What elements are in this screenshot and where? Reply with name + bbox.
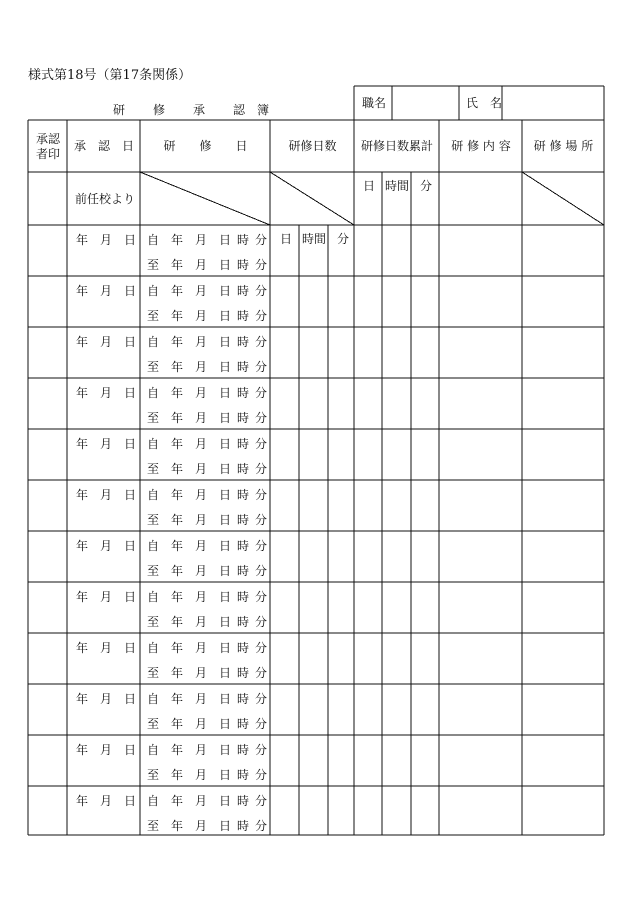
to-month-label: 月	[195, 462, 208, 476]
from-month-label: 月	[195, 743, 208, 757]
header-cumulative-days: 研修日数累計	[360, 139, 433, 153]
from-hour-label: 時	[237, 437, 250, 451]
from-year-label: 年	[171, 692, 184, 706]
from-day-label: 日	[219, 488, 232, 502]
header-approver-seal	[29, 121, 67, 172]
approval-month-label: 月	[100, 284, 113, 298]
to-hour-label: 時	[237, 564, 250, 578]
to-hour-label: 時	[237, 258, 250, 272]
approval-year-label: 年	[76, 539, 89, 553]
from-hour-label: 時	[237, 335, 250, 349]
title-char: 認	[233, 103, 246, 117]
approval-month-label: 月	[100, 539, 113, 553]
to-month-label: 月	[195, 309, 208, 323]
approval-day-label: 日	[124, 386, 137, 400]
from-hour-label: 時	[237, 233, 250, 247]
from-label: 自	[147, 641, 160, 655]
to-year-label: 年	[171, 717, 184, 731]
title-char: 研	[113, 103, 126, 117]
to-day-label: 日	[219, 360, 232, 374]
from-day-label: 日	[219, 539, 232, 553]
to-minute-label: 分	[255, 768, 268, 782]
from-month-label: 月	[195, 539, 208, 553]
name-field[interactable]	[503, 87, 603, 119]
approval-year-label: 年	[76, 386, 89, 400]
from-hour-label: 時	[237, 692, 250, 706]
to-day-label: 日	[219, 309, 232, 323]
approval-day-label: 日	[124, 284, 137, 298]
to-day-label: 日	[219, 615, 232, 629]
from-minute-label: 分	[255, 335, 268, 349]
approval-day-label: 日	[124, 335, 137, 349]
to-month-label: 月	[195, 717, 208, 731]
from-hour-label: 時	[237, 539, 250, 553]
to-hour-label: 時	[237, 615, 250, 629]
from-label: 自	[147, 284, 160, 298]
approval-month-label: 月	[100, 794, 113, 808]
to-label: 至	[147, 666, 160, 680]
from-year-label: 年	[171, 386, 184, 400]
approval-month-label: 月	[100, 692, 113, 706]
approval-month-label: 月	[100, 590, 113, 604]
job-title-field[interactable]	[393, 87, 458, 119]
from-minute-label: 分	[255, 692, 268, 706]
to-label: 至	[147, 258, 160, 272]
from-year-label: 年	[171, 233, 184, 247]
to-hour-label: 時	[237, 411, 250, 425]
from-label: 自	[147, 437, 160, 451]
from-month-label: 月	[195, 794, 208, 808]
approval-day-label: 日	[124, 743, 137, 757]
to-label: 至	[147, 564, 160, 578]
to-label: 至	[147, 615, 160, 629]
to-label: 至	[147, 411, 160, 425]
header-approval-date: 承 認 日	[73, 139, 134, 153]
approval-month-label: 月	[100, 641, 113, 655]
from-label: 自	[147, 335, 160, 349]
approval-year-label: 年	[76, 590, 89, 604]
name-label: 氏 名	[466, 96, 503, 110]
to-year-label: 年	[171, 666, 184, 680]
to-year-label: 年	[171, 513, 184, 527]
from-year-label: 年	[171, 590, 184, 604]
cumulative-minute-unit: 分	[420, 179, 433, 193]
approval-day-label: 日	[124, 539, 137, 553]
from-label: 自	[147, 539, 160, 553]
to-minute-label: 分	[255, 513, 268, 527]
from-label: 自	[147, 692, 160, 706]
title-char: 簿	[257, 103, 270, 117]
to-hour-label: 時	[237, 513, 250, 527]
approval-day-label: 日	[124, 590, 137, 604]
to-day-label: 日	[219, 258, 232, 272]
from-month-label: 月	[195, 386, 208, 400]
to-label: 至	[147, 513, 160, 527]
approval-year-label: 年	[76, 692, 89, 706]
approval-month-label: 月	[100, 386, 113, 400]
to-month-label: 月	[195, 819, 208, 833]
to-year-label: 年	[171, 462, 184, 476]
from-year-label: 年	[171, 539, 184, 553]
from-year-label: 年	[171, 284, 184, 298]
from-year-label: 年	[171, 641, 184, 655]
training-day-unit: 日	[280, 232, 293, 246]
from-year-label: 年	[171, 743, 184, 757]
approval-day-label: 日	[124, 641, 137, 655]
from-year-label: 年	[171, 488, 184, 502]
from-hour-label: 時	[237, 386, 250, 400]
to-label: 至	[147, 717, 160, 731]
header-training-location: 研 修 場 所	[533, 139, 594, 153]
from-label: 自	[147, 386, 160, 400]
to-minute-label: 分	[255, 615, 268, 629]
to-minute-label: 分	[255, 462, 268, 476]
to-month-label: 月	[195, 615, 208, 629]
header-training-days: 研修日数	[288, 139, 337, 153]
approval-year-label: 年	[76, 284, 89, 298]
to-hour-label: 時	[237, 462, 250, 476]
to-label: 至	[147, 768, 160, 782]
from-minute-label: 分	[255, 233, 268, 247]
approval-year-label: 年	[76, 641, 89, 655]
from-year-label: 年	[171, 437, 184, 451]
to-month-label: 月	[195, 666, 208, 680]
to-year-label: 年	[171, 411, 184, 425]
to-month-label: 月	[195, 564, 208, 578]
to-minute-label: 分	[255, 258, 268, 272]
from-month-label: 月	[195, 284, 208, 298]
to-label: 至	[147, 462, 160, 476]
approval-year-label: 年	[76, 488, 89, 502]
to-day-label: 日	[219, 666, 232, 680]
approval-year-label: 年	[76, 794, 89, 808]
from-minute-label: 分	[255, 539, 268, 553]
from-hour-label: 時	[237, 590, 250, 604]
from-minute-label: 分	[255, 794, 268, 808]
from-day-label: 日	[219, 233, 232, 247]
from-month-label: 月	[195, 335, 208, 349]
to-day-label: 日	[219, 462, 232, 476]
to-label: 至	[147, 309, 160, 323]
from-minute-label: 分	[255, 284, 268, 298]
to-year-label: 年	[171, 768, 184, 782]
from-hour-label: 時	[237, 284, 250, 298]
training-minute-unit: 分	[337, 232, 350, 246]
from-hour-label: 時	[237, 641, 250, 655]
to-hour-label: 時	[237, 717, 250, 731]
from-day-label: 日	[219, 692, 232, 706]
to-day-label: 日	[219, 819, 232, 833]
approval-month-label: 月	[100, 437, 113, 451]
from-minute-label: 分	[255, 641, 268, 655]
from-label: 自	[147, 743, 160, 757]
to-minute-label: 分	[255, 717, 268, 731]
from-year-label: 年	[171, 335, 184, 349]
to-year-label: 年	[171, 309, 184, 323]
to-month-label: 月	[195, 768, 208, 782]
to-day-label: 日	[219, 513, 232, 527]
header-training-content: 研 修 内 容	[451, 139, 511, 153]
from-month-label: 月	[195, 590, 208, 604]
from-minute-label: 分	[255, 386, 268, 400]
to-month-label: 月	[195, 258, 208, 272]
approval-month-label: 月	[100, 743, 113, 757]
from-day-label: 日	[219, 284, 232, 298]
to-month-label: 月	[195, 513, 208, 527]
from-day-label: 日	[219, 590, 232, 604]
from-month-label: 月	[195, 437, 208, 451]
to-hour-label: 時	[237, 666, 250, 680]
to-hour-label: 時	[237, 819, 250, 833]
to-day-label: 日	[219, 717, 232, 731]
from-label: 自	[147, 488, 160, 502]
approval-day-label: 日	[124, 488, 137, 502]
approval-month-label: 月	[100, 233, 113, 247]
header-training-date: 研 修 日	[163, 139, 248, 153]
title-char: 修	[153, 103, 166, 117]
training-hour-unit: 時間	[302, 232, 327, 246]
to-minute-label: 分	[255, 564, 268, 578]
approval-year-label: 年	[76, 743, 89, 757]
approval-day-label: 日	[124, 437, 137, 451]
from-label: 自	[147, 233, 160, 247]
title-char: 承	[193, 103, 206, 117]
header-approver-seal-text: 承認者印	[35, 131, 60, 161]
from-year-label: 年	[171, 794, 184, 808]
to-label: 至	[147, 819, 160, 833]
from-day-label: 日	[219, 794, 232, 808]
approval-day-label: 日	[124, 233, 137, 247]
from-label: 自	[147, 590, 160, 604]
to-minute-label: 分	[255, 666, 268, 680]
from-month-label: 月	[195, 641, 208, 655]
to-minute-label: 分	[255, 819, 268, 833]
approval-year-label: 年	[76, 437, 89, 451]
to-year-label: 年	[171, 615, 184, 629]
from-month-label: 月	[195, 488, 208, 502]
from-hour-label: 時	[237, 488, 250, 502]
from-day-label: 日	[219, 437, 232, 451]
from-month-label: 月	[195, 233, 208, 247]
approval-year-label: 年	[76, 335, 89, 349]
from-day-label: 日	[219, 743, 232, 757]
to-hour-label: 時	[237, 309, 250, 323]
job-title-label: 職名	[362, 96, 387, 110]
cumulative-hour-unit: 時間	[385, 179, 410, 193]
from-day-label: 日	[219, 641, 232, 655]
from-month-label: 月	[195, 692, 208, 706]
to-year-label: 年	[171, 819, 184, 833]
to-year-label: 年	[171, 564, 184, 578]
from-minute-label: 分	[255, 437, 268, 451]
to-day-label: 日	[219, 411, 232, 425]
approval-month-label: 月	[100, 335, 113, 349]
from-day-label: 日	[219, 386, 232, 400]
previous-school-label: 前任校より	[75, 192, 136, 206]
to-hour-label: 時	[237, 768, 250, 782]
to-month-label: 月	[195, 360, 208, 374]
from-hour-label: 時	[237, 794, 250, 808]
to-label: 至	[147, 360, 160, 374]
to-day-label: 日	[219, 768, 232, 782]
to-hour-label: 時	[237, 360, 250, 374]
to-day-label: 日	[219, 564, 232, 578]
from-minute-label: 分	[255, 590, 268, 604]
cumulative-day-unit: 日	[363, 179, 376, 193]
to-month-label: 月	[195, 411, 208, 425]
approval-year-label: 年	[76, 233, 89, 247]
approval-day-label: 日	[124, 794, 137, 808]
approval-month-label: 月	[100, 488, 113, 502]
to-year-label: 年	[171, 258, 184, 272]
form-id: 様式第18号（第17条関係）	[28, 68, 192, 83]
from-minute-label: 分	[255, 488, 268, 502]
from-day-label: 日	[219, 335, 232, 349]
to-minute-label: 分	[255, 309, 268, 323]
from-hour-label: 時	[237, 743, 250, 757]
to-minute-label: 分	[255, 411, 268, 425]
from-label: 自	[147, 794, 160, 808]
to-minute-label: 分	[255, 360, 268, 374]
from-minute-label: 分	[255, 743, 268, 757]
approval-day-label: 日	[124, 692, 137, 706]
to-year-label: 年	[171, 360, 184, 374]
